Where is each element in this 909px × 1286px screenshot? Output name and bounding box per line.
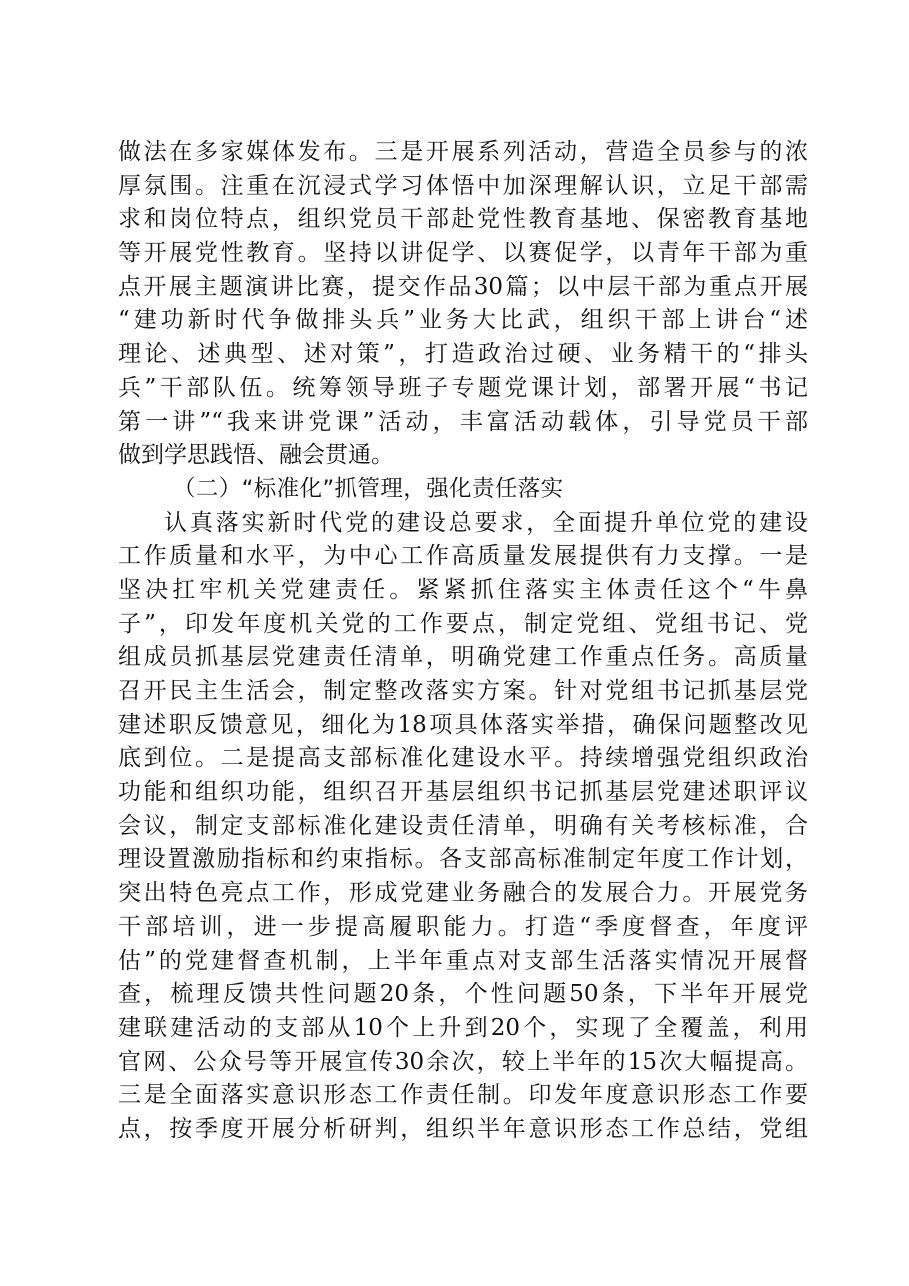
- text-line: 兵”干部队伍。统筹领导班子专题党课计划，部署开展“书记: [118, 374, 808, 401]
- text-line: 干部培训，进一步提高履职能力。打造“季度督查，年度评: [118, 913, 808, 940]
- text-line: 第一讲”“我来讲党课”活动，丰富活动载体，引导党员干部: [118, 408, 808, 435]
- text-line: 会议，制定支部标准化建设责任清单，明确有关考核标准，合: [118, 812, 808, 839]
- text-line: 做法在多家媒体发布。三是开展系列活动，营造全员参与的浓: [118, 139, 808, 165]
- text-line: 厚氛围。注重在沉浸式学习体悟中加深理解认识，立足干部需: [118, 172, 808, 199]
- section-heading: （二）“标准化”抓管理，强化责任落实: [173, 475, 564, 502]
- text-line: 认真落实新时代党的建设总要求，全面提升单位党的建设: [164, 509, 808, 536]
- text-line: 功能和组织功能，组织召开基层组织书记抓基层党建述职评议: [118, 779, 808, 806]
- text-line: 底到位。二是提高支部标准化建设水平。持续增强党组织政治: [118, 745, 808, 772]
- text-line: 召开民主生活会，制定整改落实方案。针对党组书记抓基层党: [118, 678, 808, 704]
- text-line: 建联建活动的支部从10个上升到20个，实现了全覆盖，利用: [118, 1014, 808, 1041]
- text-line: 子”，印发年度机关党的工作要点，制定党组、党组书记、党: [118, 610, 808, 637]
- text-line: 官网、公众号等开展宣传30余次，较上半年的15次大幅提高。: [118, 1048, 808, 1075]
- text-line: 建述职反馈意见，细化为18项具体落实举措，确保问题整改见: [118, 711, 808, 738]
- text-line: “建功新时代争做排头兵”业务大比武，组织干部上讲台“述: [118, 307, 808, 334]
- text-line: 组成员抓基层党建责任清单，明确党建工作重点任务。高质量: [118, 644, 808, 671]
- text-line: 点，按季度开展分析研判，组织半年意识形态工作总结，党组: [118, 1115, 808, 1142]
- text-line: 等开展党性教育。坚持以讲促学、以赛促学，以青年干部为重: [118, 240, 808, 267]
- text-line: 工作质量和水平，为中心工作高质量发展提供有力支撑。一是: [118, 543, 808, 570]
- text-line: 求和岗位特点，组织党员干部赴党性教育基地、保密教育基地: [118, 206, 808, 233]
- text-line: 做到学思践悟、融会贯通。: [118, 442, 394, 469]
- text-line: 估”的党建督查机制，上半年重点对支部生活落实情况开展督: [118, 947, 808, 974]
- text-line: 三是全面落实意识形态工作责任制。印发年度意识形态工作要: [118, 1082, 808, 1109]
- document-body: [118, 136, 808, 1147]
- paragraph-1: [118, 136, 808, 473]
- text-line: 理论、述典型、述对策”，打造政治过硬、业务精干的“排头: [118, 341, 808, 368]
- text-line: 突出特色亮点工作，形成党建业务融合的发展合力。开展党务: [118, 880, 808, 907]
- text-line: 点开展主题演讲比赛，提交作品30篇；以中层干部为重点开展: [118, 273, 808, 300]
- text-line: 坚决扛牢机关党建责任。紧紧抓住落实主体责任这个“牛鼻: [118, 576, 808, 603]
- paragraph-2: [118, 507, 808, 1147]
- text-line: 理设置激励指标和约束指标。各支部高标准制定年度工作计划，: [118, 846, 808, 873]
- text-line: 查，梳理反馈共性问题20条，个性问题50条，下半年开展党: [118, 981, 808, 1008]
